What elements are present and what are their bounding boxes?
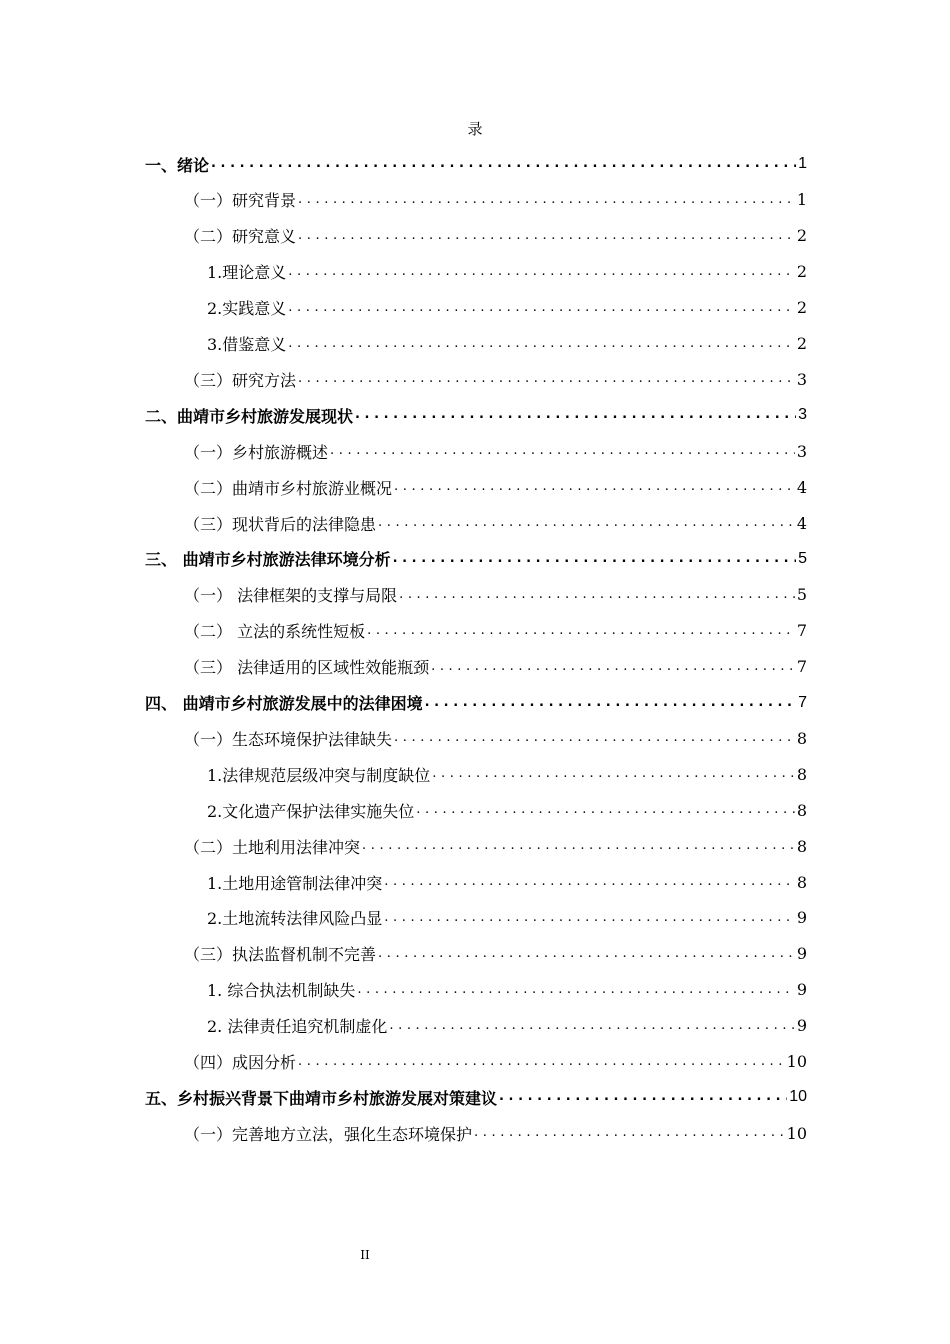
toc-entry[interactable] xyxy=(0,832,950,860)
toc-entry-page-number: 9 xyxy=(796,980,807,1000)
toc-entry-line xyxy=(207,904,807,932)
toc-entry-label: 五、乡村振兴背景下曲靖市乡村旅游发展对策建议 xyxy=(145,1088,498,1108)
toc-entry[interactable] xyxy=(0,186,950,214)
toc-entry-page-number: 1 xyxy=(798,155,807,172)
toc-entry[interactable] xyxy=(0,617,950,645)
toc-dot-leader xyxy=(474,1119,785,1147)
toc-dot-leader xyxy=(499,1083,787,1111)
toc-entry-page-number: 8 xyxy=(796,872,807,892)
toc-entry-label: （一） 法律框架的支撑与局限 xyxy=(184,586,398,606)
toc-entry-label: （三）现状背后的法律隐患 xyxy=(184,514,377,534)
toc-entry-label: 1.法律规范层级冲突与制度缺位 xyxy=(207,765,431,785)
toc-heading: 录 xyxy=(467,120,483,138)
toc-entry-label: 1.土地用途管制法律冲突 xyxy=(207,873,383,893)
toc-entry-line xyxy=(145,401,807,429)
toc-dot-leader xyxy=(394,473,795,501)
toc-entry-page-number: 7 xyxy=(796,621,807,641)
toc-entry[interactable] xyxy=(0,294,950,322)
toc-dot-leader xyxy=(298,222,795,250)
toc-entry-page-number: 7 xyxy=(796,657,807,677)
toc-entry-page-number: 9 xyxy=(796,908,807,928)
toc-dot-leader xyxy=(394,724,795,752)
toc-dot-leader xyxy=(330,437,795,465)
toc-entry-line xyxy=(184,473,807,501)
toc-dot-leader xyxy=(416,796,795,824)
toc-entry[interactable] xyxy=(0,796,950,824)
toc-entry-line xyxy=(184,617,807,645)
toc-entry-line xyxy=(184,940,807,968)
toc-dot-leader xyxy=(298,365,795,393)
toc-entry[interactable] xyxy=(0,581,950,609)
toc-dot-leader xyxy=(357,976,794,1004)
toc-entry-label: 一、绪论 xyxy=(145,155,210,175)
toc-entry[interactable] xyxy=(0,330,950,358)
toc-entry-page-number: 10 xyxy=(786,1123,807,1143)
toc-entry-page-number: 9 xyxy=(796,1016,807,1036)
toc-entry-line xyxy=(145,150,807,178)
toc-entry-page-number: 3 xyxy=(796,369,807,389)
toc-entry[interactable] xyxy=(0,1048,950,1076)
toc-entry[interactable] xyxy=(0,509,950,537)
toc-entry-page-number: 8 xyxy=(796,764,807,784)
toc-entry[interactable] xyxy=(0,258,950,286)
toc-entry-line xyxy=(184,509,807,537)
toc-entry-line xyxy=(207,330,807,358)
toc-dot-leader xyxy=(384,904,795,932)
toc-entry[interactable] xyxy=(0,473,950,501)
toc-entry-line xyxy=(184,724,807,752)
toc-entry-line xyxy=(184,581,807,609)
toc-entry-line xyxy=(207,1012,807,1040)
toc-entry[interactable] xyxy=(0,150,950,178)
toc-entry-page-number: 10 xyxy=(786,1052,807,1071)
toc-dot-leader xyxy=(384,868,795,896)
toc-entry-page-number: 7 xyxy=(798,693,807,711)
toc-entry-label: 四、 曲靖市乡村旅游发展中的法律困境 xyxy=(145,694,423,713)
toc-entry-line xyxy=(207,258,807,286)
toc-entry-page-number: 2 xyxy=(796,298,807,318)
toc-entry-label: 1.理论意义 xyxy=(207,263,287,283)
toc-entry-line xyxy=(184,186,807,214)
toc-entry[interactable] xyxy=(0,222,950,250)
toc-entry-label: 2. 法律责任追究机制虚化 xyxy=(207,1017,388,1037)
toc-entry-label: （二）土地利用法律冲突 xyxy=(184,837,361,857)
toc-entry-page-number: 2 xyxy=(796,334,807,353)
toc-entry-page-number: 1 xyxy=(796,190,807,210)
toc-entry-page-number: 2 xyxy=(796,226,807,246)
toc-entry-label: （三）执法监督机制不完善 xyxy=(184,945,377,965)
toc-entry-line xyxy=(207,796,807,824)
toc-entry[interactable] xyxy=(0,904,950,932)
toc-dot-leader xyxy=(362,832,795,860)
toc-entry[interactable] xyxy=(0,868,950,896)
toc-entry[interactable] xyxy=(0,653,950,681)
toc-dot-leader xyxy=(211,150,796,178)
toc-entry-label: 3.借鉴意义 xyxy=(207,335,287,354)
toc-entry-label: （二）研究意义 xyxy=(184,227,297,247)
toc-entry-label: 2.土地流转法律风险凸显 xyxy=(207,909,383,929)
toc-entry-page-number: 3 xyxy=(798,406,807,424)
toc-dot-leader xyxy=(367,617,795,645)
toc-entry[interactable] xyxy=(0,1083,950,1111)
toc-entry-label: （一）研究背景 xyxy=(184,191,297,211)
toc-dot-leader xyxy=(378,509,795,537)
toc-entry-line xyxy=(207,294,807,322)
toc-entry[interactable] xyxy=(0,940,950,968)
toc-entry-label: （四）成因分析 xyxy=(184,1053,297,1072)
toc-entry-page-number: 10 xyxy=(789,1088,807,1106)
toc-dot-leader xyxy=(288,294,795,322)
toc-entry[interactable] xyxy=(0,545,950,573)
toc-entry-line xyxy=(207,868,807,896)
toc-entry-label: （三） 法律适用的区域性效能瓶颈 xyxy=(184,658,430,678)
toc-dot-leader xyxy=(288,330,795,358)
toc-entry-page-number: 3 xyxy=(796,441,807,461)
toc-entry[interactable] xyxy=(0,437,950,465)
toc-dot-leader xyxy=(393,545,797,573)
toc-entry-line xyxy=(184,1119,807,1147)
toc-entry-label: 1. 综合执法机制缺失 xyxy=(207,981,356,1001)
toc-dot-leader xyxy=(298,1048,785,1076)
toc-entry-page-number: 9 xyxy=(796,944,807,964)
toc-dot-leader xyxy=(288,258,795,286)
toc-entry-label: 2.实践意义 xyxy=(207,299,287,319)
toc-dot-leader xyxy=(432,760,795,788)
toc-entry[interactable] xyxy=(0,760,950,788)
toc-dot-leader xyxy=(425,689,797,717)
toc-entry-label: 三、 曲靖市乡村旅游法律环境分析 xyxy=(145,550,391,570)
toc-entry-line xyxy=(184,832,807,860)
toc-entry-line xyxy=(207,760,807,788)
toc-dot-leader xyxy=(389,1012,794,1040)
toc-entry-page-number: 4 xyxy=(796,513,807,533)
toc-dot-leader xyxy=(355,401,796,429)
footer-page-number: II xyxy=(360,1248,370,1262)
toc-entry-line xyxy=(184,222,807,250)
toc-entry-label: 2.文化遗产保护法律实施失位 xyxy=(207,801,415,821)
toc-entry-label: 二、曲靖市乡村旅游发展现状 xyxy=(145,406,354,426)
toc-entry-page-number: 2 xyxy=(796,262,807,282)
toc-entry-label: （一）完善地方立法，强化生态环境保护 xyxy=(184,1124,473,1144)
toc-entry[interactable] xyxy=(0,1012,950,1040)
toc-dot-leader xyxy=(431,653,795,681)
toc-dot-leader xyxy=(399,581,795,609)
toc-entry-page-number: 4 xyxy=(796,477,807,497)
toc-dot-leader xyxy=(378,940,795,968)
toc-entry[interactable] xyxy=(0,724,950,752)
toc-entry-line xyxy=(145,689,807,717)
toc-entry-page-number: 8 xyxy=(796,836,807,856)
toc-entry[interactable] xyxy=(0,689,950,717)
toc-entry-label: （一）生态环境保护法律缺失 xyxy=(184,729,393,749)
toc-entry-page-number: 5 xyxy=(796,585,807,605)
toc-entry-line xyxy=(145,1083,807,1111)
toc-entry-label: （三）研究方法 xyxy=(184,370,297,390)
toc-entry-label: （一）乡村旅游概述 xyxy=(184,442,329,462)
toc-dot-leader xyxy=(298,186,795,214)
toc-entry-page-number: 8 xyxy=(796,800,807,820)
toc-entry[interactable] xyxy=(0,401,950,429)
toc-entry-page-number: 8 xyxy=(796,728,807,748)
toc-entry-line xyxy=(184,1048,807,1076)
toc-entry[interactable] xyxy=(0,365,950,393)
toc-entry-label: （二）曲靖市乡村旅游业概况 xyxy=(184,478,393,498)
toc-entry-line xyxy=(145,545,807,573)
toc-entry-page-number: 5 xyxy=(798,549,807,567)
toc-entry[interactable] xyxy=(0,976,950,1004)
toc-entry[interactable] xyxy=(0,1119,950,1147)
toc-entry-line xyxy=(207,976,807,1004)
toc-entry-label: （二） 立法的系统性短板 xyxy=(184,622,366,642)
toc-entry-line xyxy=(184,437,807,465)
toc-entry-line xyxy=(184,365,807,393)
toc-entry-line xyxy=(184,653,807,681)
